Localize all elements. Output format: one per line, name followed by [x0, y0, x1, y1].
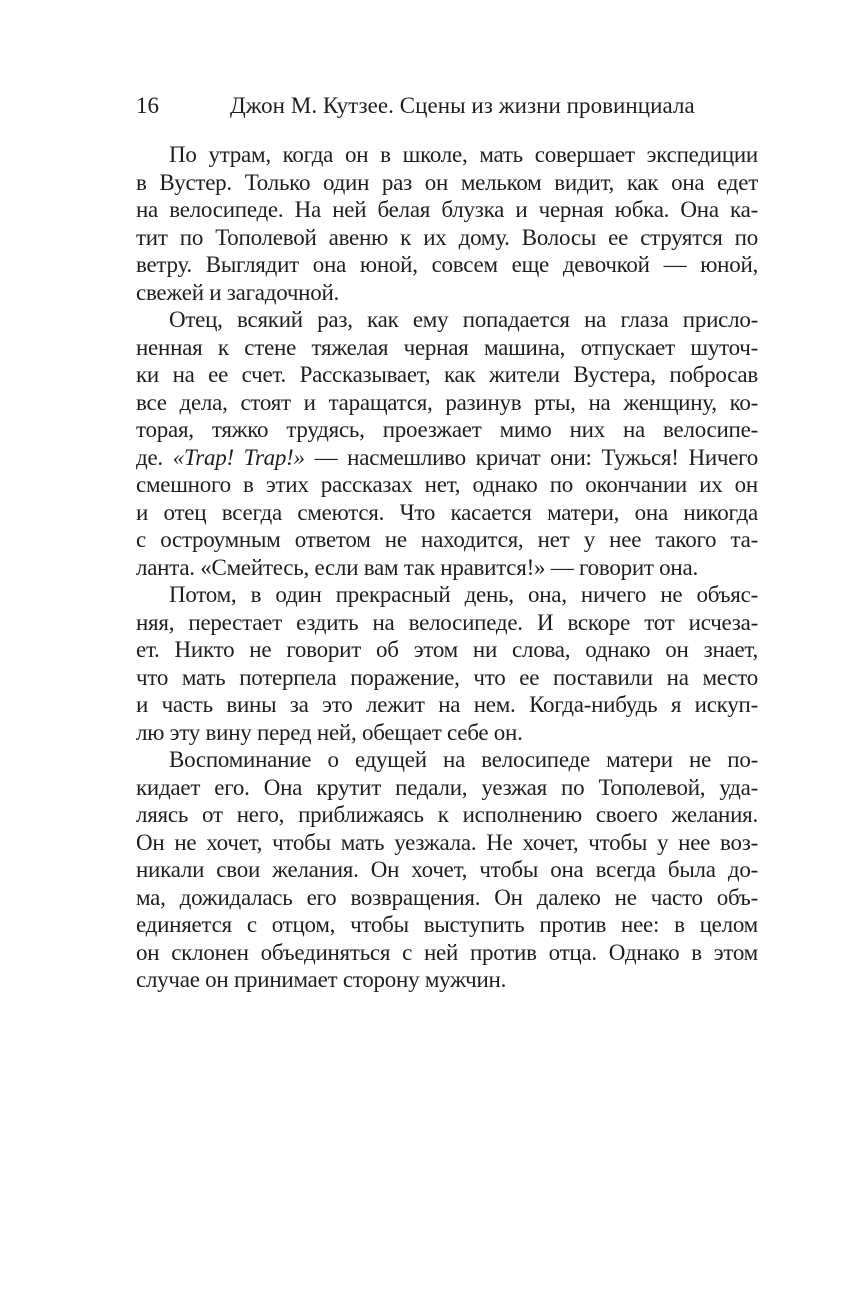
text-line: ет. Никто не говорит об этом ни слова, однако он знает, [136, 637, 758, 662]
line-rest: — насмешливо кричат они: Тужься! Ничего [314, 444, 759, 470]
page-number: 16 [136, 93, 159, 118]
text-line: случае он принимает сторону мужчин. [136, 967, 507, 992]
text-line: что мать потерпела поражение, что ее поставили на место [136, 664, 758, 690]
text-line: По утрам, когда он в школе, мать совершает экспедиции [169, 142, 758, 167]
text-line: ланта. «Смейтесь, если вам так нравится!» — говорит она. [136, 554, 698, 580]
text-line: ки на ее счет. Рассказывает, как жители Вустера, побросав [136, 362, 758, 387]
text-line: смешного в этих рассказах нет, однако по окончании их он [136, 472, 758, 497]
italic-quote: «Trap! Trap!» [172, 444, 305, 470]
text-line: Отец, всякий раз, как ему попадается на глаза прислo- [169, 307, 758, 332]
text-line: все дела, стоят и таращатся, разинув рты, на женщину, ко- [136, 389, 758, 415]
text-line: ма, дожидалась его возвращения. Он далеко не часто объ- [136, 884, 758, 910]
text-line: и отец всегда смеются. Что касается матери, она никогда [136, 499, 758, 525]
text-line: лю эту вину перед ней, обещает себе он. [136, 719, 523, 745]
text-line: ляясь от него, приближаясь к исполнению своего желания. [136, 802, 758, 827]
text-line: никали свои желания. Он хочет, чтобы она всегда была до- [136, 857, 758, 882]
text-line: тит по Тополевой авеню к их дому. Волосы ее струятся по [136, 224, 758, 250]
text-line: кидает его. Она крутит педали, уезжая по Тополевой, уда- [136, 774, 758, 800]
text-line: ненная к стене тяжелая черная машина, отпускает шуточ- [136, 334, 758, 360]
running-head [136, 88, 758, 124]
text-line: няя, перестает ездить на велосипеде. И вскоре тот исчеза- [136, 609, 758, 635]
text-line-with-italic-quote [136, 444, 758, 472]
text-line: Воспоминание о едущей на велосипеде матери не по- [169, 747, 758, 772]
text-line: и часть вины за это лежит на нем. Когда-нибудь я искуп- [136, 692, 758, 717]
body-text [136, 141, 758, 994]
text-line: торая, тяжко трудясь, проезжает мимо них на велосипе- [136, 417, 758, 442]
line-start: де. [136, 444, 163, 470]
text-line: он склонен объединяться с ней против отца. Однако в этом [136, 939, 758, 965]
text-line: свежей и загадочной. [136, 279, 340, 305]
text-line: единяется с отцом, чтобы выступить против нее: в целом [136, 912, 758, 937]
text-line: Он не хочет, чтобы мать уезжала. Не хочет, чтобы у нее воз- [136, 829, 758, 855]
text-line: с остроумным ответом не находится, нет у нее такого та- [136, 527, 758, 552]
running-title: Джон М. Кутзее. Сцены из жизни провинциала [230, 93, 695, 118]
text-line: в Вустер. Только один раз он мельком видит, как она едет [136, 169, 758, 195]
text-line: ветру. Выглядит она юной, совсем еще девочкой — юной, [136, 252, 758, 277]
text-line: на велосипеде. На ней белая блузка и черная юбка. Она ка- [136, 197, 758, 222]
text-line: Потом, в один прекрасный день, она, ничего не объяс- [169, 582, 758, 607]
